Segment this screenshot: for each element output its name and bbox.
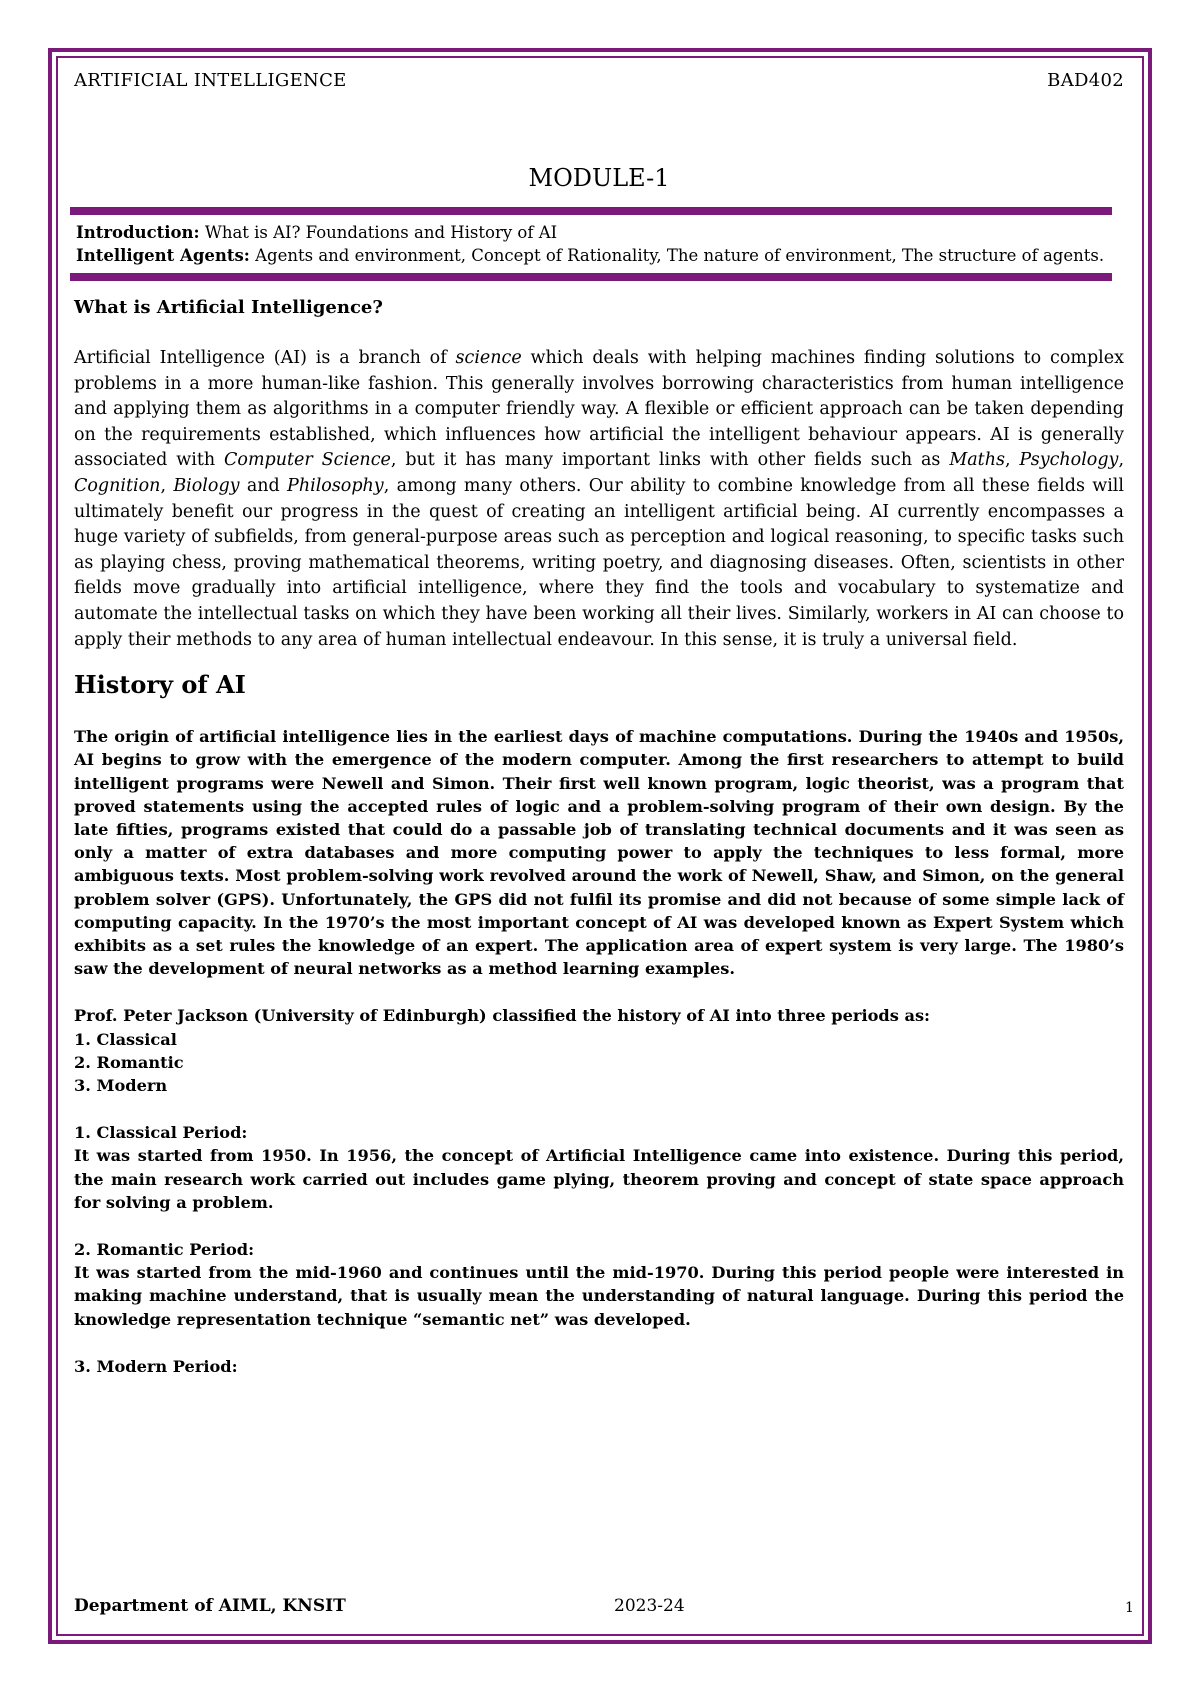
italic-run: Computer Science bbox=[224, 450, 391, 471]
syllabus-intro bbox=[76, 221, 1122, 244]
text-run: , bbox=[1118, 450, 1125, 471]
italic-run: Psychology bbox=[1019, 450, 1119, 471]
romantic-period-text: It was started from the mid-1960 and continues until the mid-1970. During this period people were interested in making machine understand, that is usually mean the understanding of natural language. During this period the knowledge representation technique “semantic net” was developed. bbox=[74, 1263, 1124, 1329]
syllabus-intro-text: What is AI? Foundations and History of AI bbox=[199, 223, 558, 242]
footer-department: Department of AIML, KNSIT bbox=[74, 1596, 346, 1616]
syllabus-agents-text: Agents and environment, Concept of Rationality, The nature of environment, The structure of agents. bbox=[249, 246, 1105, 265]
text-run: , among many others. Our ability to combine knowledge from all these fields will ultimately benefit our progress in the quest of creating an intelligent artificial being. AI currently encompasses a huge variety of subfields, from general-purpose areas such as perception and logical reasoning, to specific tasks such as playing chess, proving mathematical theorems, writing poetry, and diagnosing diseases. Often, scientists in other fields move gradually into artificial intelligence, where they find the tools and vocabulary to systematize and automate the intellectual tasks on which they have been working all their lives. Similarly, workers in AI can choose to apply their methods to any area of human intellectual endeavour. In this sense, it is truly a universal field. bbox=[74, 475, 1124, 650]
list-item: 2. Romantic bbox=[74, 1052, 184, 1072]
divider-bottom bbox=[70, 273, 1112, 281]
syllabus-intro-label: Introduction: bbox=[76, 223, 200, 242]
syllabus-agents-label: Intelligent Agents: bbox=[76, 246, 250, 265]
text-run: Artificial Intelligence (AI) is a branch of bbox=[74, 348, 456, 368]
intro-paragraph bbox=[74, 346, 1124, 653]
syllabus-agents bbox=[76, 244, 1122, 267]
list-item: 1. Classical bbox=[74, 1029, 177, 1049]
periods-list bbox=[74, 1028, 1124, 1098]
text-run: , bbox=[1004, 450, 1020, 471]
italic-run: Cognition bbox=[74, 475, 161, 496]
text-run: , bbox=[160, 475, 174, 496]
module-title: MODULE-1 bbox=[528, 164, 670, 192]
italic-run: Maths bbox=[949, 450, 1005, 471]
periods-intro: Prof. Peter Jackson (University of Edinburgh) classified the history of AI into three periods as: bbox=[74, 1006, 931, 1026]
italic-run: Philosophy bbox=[287, 475, 384, 496]
history-paragraph: The origin of artificial intelligence lies in the earliest days of machine computations. During the 1940s and 1950s, AI begins to grow with the emergence of the modern computer. Among the first researchers to attempt to build intelligent programs were Newell and Simon. Their first well known program, logic theorist, was a program that proved statements using the accepted rules of logic and a problem-solving program of their own design. By the late fifties, programs existed that could do a passable job of translating technical documents and it was seen as only a matter of extra databases and more computing power to apply the techniques to less formal, more ambiguous texts. Most problem-solving work revolved around the work of Newell, Shaw, and Simon, on the general problem solver (GPS). Unfortunately, the GPS did not fulfil its promise and did not because of some simple lack of computing capacity. In the 1970’s the most important concept of AI was developed known as Expert System which exhibits as a set rules the knowledge of an expert. The application area of expert system is very large. The 1980’s saw the development of neural networks as a method learning examples. bbox=[74, 727, 1124, 979]
list-item: 3. Modern bbox=[74, 1075, 168, 1095]
modern-period-title: 3. Modern Period: bbox=[74, 1356, 238, 1376]
romantic-period-title: 2. Romantic Period: bbox=[74, 1239, 255, 1259]
syllabus-box bbox=[74, 215, 1124, 273]
running-header bbox=[74, 70, 1124, 91]
header-course-code: BAD402 bbox=[1047, 70, 1124, 91]
footer-page-number: 1 bbox=[1125, 1600, 1134, 1616]
text-run: , but it has many important links with other fields such as bbox=[390, 450, 950, 471]
history-heading: History of AI bbox=[74, 670, 246, 700]
text-run: which deals with helping machines finding solutions to complex problems in a more human-like fashion. This generally involves borrowing characteristics from human intelligence and applying them as algorithms in a computer friendly way. A flexible or efficient approach can be taken depending on the requirements established, which influences how artificial the intelligent behaviour appears. AI is generally associated with bbox=[74, 348, 1124, 471]
section-heading-what-is-ai: What is Artificial Intelligence? bbox=[74, 297, 383, 318]
text-run: and bbox=[239, 475, 288, 496]
footer-year: 2023-24 bbox=[614, 1596, 685, 1616]
classical-period-text: It was started from 1950. In 1956, the concept of Artificial Intelligence came into existence. During this period, the main research work carried out includes game plying, theorem proving and concept of state space approach for solving a problem. bbox=[74, 1146, 1124, 1212]
divider-top bbox=[70, 207, 1112, 215]
italic-run: Biology bbox=[173, 475, 240, 496]
page-content bbox=[74, 70, 1124, 1378]
header-course-title: ARTIFICIAL INTELLIGENCE bbox=[74, 70, 347, 91]
classical-period-title: 1. Classical Period: bbox=[74, 1123, 248, 1143]
italic-run: science bbox=[455, 348, 522, 368]
